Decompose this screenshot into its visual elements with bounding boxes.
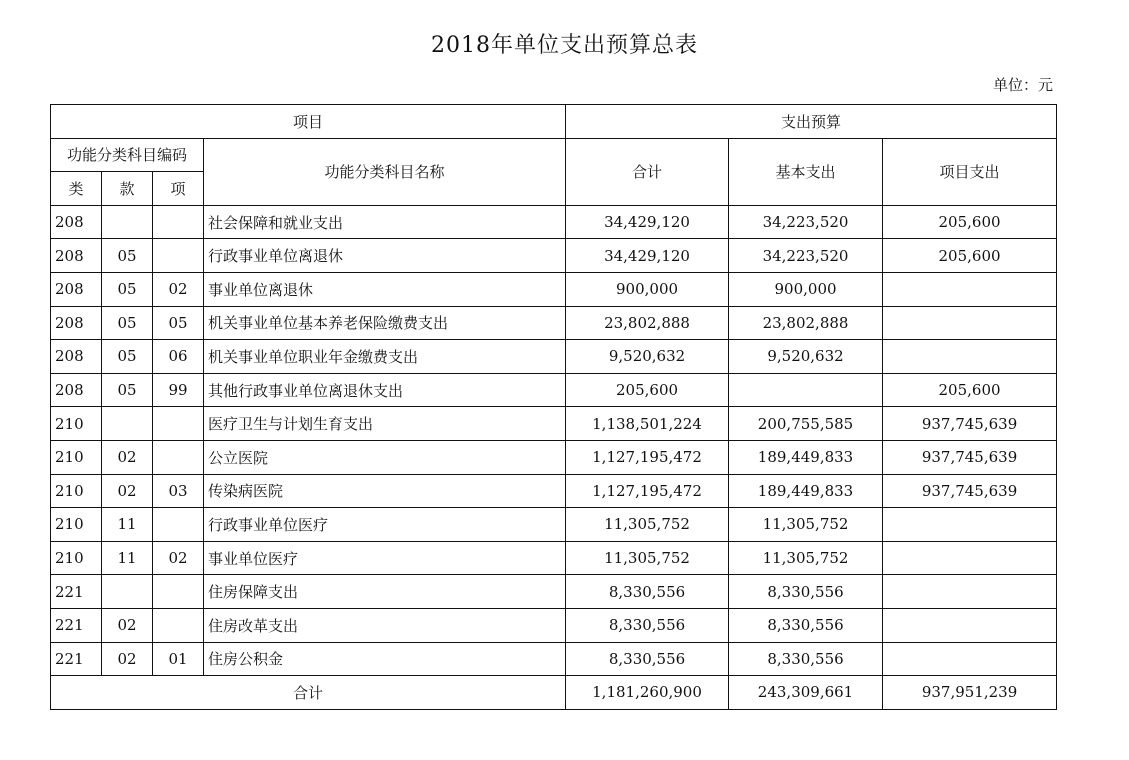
cell-project: 937,745,639 (883, 474, 1057, 508)
cell-kuan: 05 (102, 306, 153, 340)
cell-kuan: 05 (102, 373, 153, 407)
header-func-code: 功能分类科目编码 (51, 138, 204, 172)
cell-total: 8,330,556 (566, 575, 729, 609)
cell-lei: 221 (51, 608, 102, 642)
cell-name: 行政事业单位医疗 (204, 508, 566, 542)
table-row (51, 541, 1057, 575)
cell-total: 205,600 (566, 373, 729, 407)
cell-lei: 208 (51, 205, 102, 239)
cell-basic: 34,223,520 (729, 239, 883, 273)
cell-total: 8,330,556 (566, 608, 729, 642)
cell-basic: 8,330,556 (729, 642, 883, 676)
footer-basic: 243,309,661 (729, 676, 883, 710)
table-row (51, 474, 1057, 508)
cell-project (883, 306, 1057, 340)
table-row (51, 575, 1057, 609)
cell-kuan (102, 575, 153, 609)
cell-total: 8,330,556 (566, 642, 729, 676)
cell-xiang: 02 (153, 541, 204, 575)
cell-basic: 11,305,752 (729, 541, 883, 575)
header-lei: 类 (51, 172, 102, 206)
table-row (51, 373, 1057, 407)
cell-basic: 11,305,752 (729, 508, 883, 542)
table-row (51, 340, 1057, 374)
cell-basic: 8,330,556 (729, 608, 883, 642)
cell-xiang (153, 575, 204, 609)
footer-label: 合计 (51, 676, 566, 710)
cell-basic: 9,520,632 (729, 340, 883, 374)
cell-kuan: 02 (102, 474, 153, 508)
cell-xiang (153, 407, 204, 441)
cell-total: 11,305,752 (566, 508, 729, 542)
cell-basic: 189,449,833 (729, 474, 883, 508)
cell-project (883, 340, 1057, 374)
cell-kuan (102, 407, 153, 441)
cell-kuan: 02 (102, 440, 153, 474)
cell-kuan: 11 (102, 541, 153, 575)
cell-lei: 210 (51, 407, 102, 441)
table-row (51, 608, 1057, 642)
header-func-name: 功能分类科目名称 (204, 138, 566, 205)
cell-basic: 8,330,556 (729, 575, 883, 609)
cell-kuan: 05 (102, 272, 153, 306)
cell-project: 205,600 (883, 373, 1057, 407)
cell-xiang (153, 205, 204, 239)
cell-xiang: 05 (153, 306, 204, 340)
cell-name: 住房公积金 (204, 642, 566, 676)
cell-name: 行政事业单位离退休 (204, 239, 566, 273)
cell-lei: 208 (51, 373, 102, 407)
cell-xiang (153, 508, 204, 542)
cell-project (883, 508, 1057, 542)
table-body (51, 205, 1057, 709)
cell-lei: 210 (51, 508, 102, 542)
header-kuan: 款 (102, 172, 153, 206)
cell-project (883, 272, 1057, 306)
cell-name: 机关事业单位职业年金缴费支出 (204, 340, 566, 374)
cell-xiang (153, 239, 204, 273)
cell-lei: 208 (51, 340, 102, 374)
cell-project: 937,745,639 (883, 440, 1057, 474)
cell-kuan: 05 (102, 239, 153, 273)
cell-project: 205,600 (883, 239, 1057, 273)
cell-name: 事业单位医疗 (204, 541, 566, 575)
cell-name: 公立医院 (204, 440, 566, 474)
cell-xiang: 02 (153, 272, 204, 306)
cell-name: 其他行政事业单位离退休支出 (204, 373, 566, 407)
cell-total: 11,305,752 (566, 541, 729, 575)
cell-xiang (153, 608, 204, 642)
cell-xiang (153, 440, 204, 474)
cell-project: 205,600 (883, 205, 1057, 239)
cell-kuan (102, 205, 153, 239)
cell-lei: 208 (51, 306, 102, 340)
page-title: 2018年单位支出预算总表 (431, 33, 698, 58)
header-basic: 基本支出 (729, 138, 883, 205)
cell-basic (729, 373, 883, 407)
cell-kuan: 11 (102, 508, 153, 542)
header-project: 项目 (51, 105, 566, 139)
cell-total: 34,429,120 (566, 205, 729, 239)
cell-project: 937,745,639 (883, 407, 1057, 441)
cell-kuan: 02 (102, 608, 153, 642)
table-row (51, 440, 1057, 474)
cell-name: 住房改革支出 (204, 608, 566, 642)
cell-xiang: 01 (153, 642, 204, 676)
table-row (51, 407, 1057, 441)
cell-lei: 221 (51, 575, 102, 609)
table-row (51, 272, 1057, 306)
cell-name: 机关事业单位基本养老保险缴费支出 (204, 306, 566, 340)
header-expenditure-budget: 支出预算 (566, 105, 1057, 139)
footer-project: 937,951,239 (883, 676, 1057, 710)
header-project-exp: 项目支出 (883, 138, 1057, 205)
cell-kuan: 05 (102, 340, 153, 374)
header-xiang: 项 (153, 172, 204, 206)
cell-lei: 208 (51, 239, 102, 273)
cell-total: 1,138,501,224 (566, 407, 729, 441)
cell-lei: 210 (51, 474, 102, 508)
table-row (51, 508, 1057, 542)
budget-table (50, 104, 1057, 710)
cell-basic: 200,755,585 (729, 407, 883, 441)
cell-total: 1,127,195,472 (566, 440, 729, 474)
total-row (51, 676, 1057, 710)
cell-basic: 900,000 (729, 272, 883, 306)
cell-lei: 210 (51, 440, 102, 474)
unit-label: 单位：元 (992, 76, 1053, 94)
cell-name: 住房保障支出 (204, 575, 566, 609)
cell-xiang: 03 (153, 474, 204, 508)
cell-name: 社会保障和就业支出 (204, 205, 566, 239)
cell-project (883, 541, 1057, 575)
cell-basic: 23,802,888 (729, 306, 883, 340)
table-row (51, 205, 1057, 239)
cell-project (883, 642, 1057, 676)
cell-name: 事业单位离退休 (204, 272, 566, 306)
table-row (51, 306, 1057, 340)
cell-lei: 221 (51, 642, 102, 676)
cell-xiang: 06 (153, 340, 204, 374)
cell-name: 传染病医院 (204, 474, 566, 508)
cell-total: 9,520,632 (566, 340, 729, 374)
cell-xiang: 99 (153, 373, 204, 407)
cell-lei: 208 (51, 272, 102, 306)
cell-total: 34,429,120 (566, 239, 729, 273)
cell-basic: 34,223,520 (729, 205, 883, 239)
table-row (51, 642, 1057, 676)
cell-lei: 210 (51, 541, 102, 575)
cell-kuan: 02 (102, 642, 153, 676)
header-total: 合计 (566, 138, 729, 205)
cell-total: 1,127,195,472 (566, 474, 729, 508)
cell-total: 23,802,888 (566, 306, 729, 340)
footer-total: 1,181,260,900 (566, 676, 729, 710)
cell-project (883, 608, 1057, 642)
cell-name: 医疗卫生与计划生育支出 (204, 407, 566, 441)
cell-basic: 189,449,833 (729, 440, 883, 474)
cell-project (883, 575, 1057, 609)
table-row (51, 239, 1057, 273)
cell-total: 900,000 (566, 272, 729, 306)
